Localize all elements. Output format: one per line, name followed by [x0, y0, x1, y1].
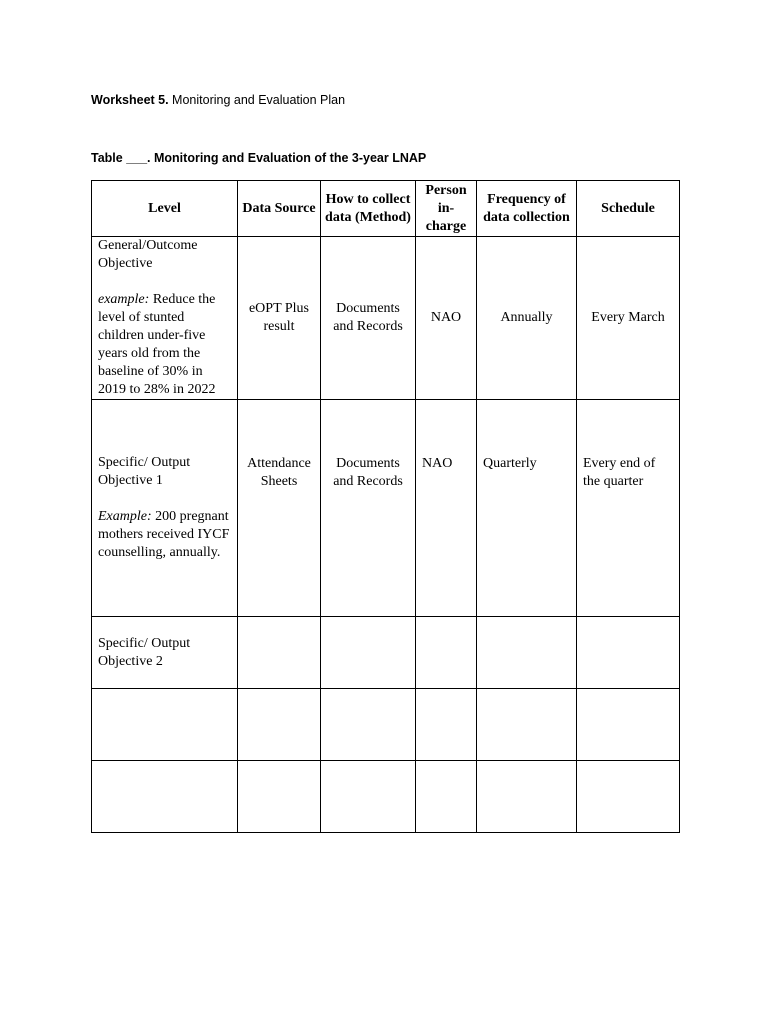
schedule-cell: Every end of the quarter: [577, 400, 680, 617]
header-frequency: Frequency of data collection: [477, 181, 577, 237]
empty-cell: [416, 689, 477, 761]
empty-cell: [238, 761, 321, 833]
empty-cell: [321, 689, 416, 761]
monitoring-evaluation-table: [91, 180, 680, 833]
empty-cell: [321, 617, 416, 689]
frequency-cell: Quarterly: [477, 400, 577, 617]
empty-cell: [477, 617, 577, 689]
example-label: example:: [98, 292, 150, 307]
table-header-row: [92, 181, 680, 237]
table-row: [92, 689, 680, 761]
person-cell: NAO: [416, 400, 477, 617]
schedule-cell: Every March: [577, 237, 680, 400]
empty-cell: [238, 617, 321, 689]
header-data-source: Data Source: [238, 181, 321, 237]
table-row: [92, 237, 680, 400]
table-row: [92, 617, 680, 689]
worksheet-title-text: Monitoring and Evaluation Plan: [168, 93, 346, 107]
level-example: [98, 291, 231, 399]
header-level: Level: [92, 181, 238, 237]
empty-cell: [477, 761, 577, 833]
example-text: Reduce the level of stunted children under-five years old from the baseline of 30% in 2019 to 28% in 2022: [98, 292, 216, 397]
table-row: [92, 761, 680, 833]
level-cell: [92, 400, 238, 617]
empty-cell: [477, 689, 577, 761]
empty-cell: [577, 617, 680, 689]
level-cell: [92, 237, 238, 400]
level-title: Specific/ Output Objective 1: [98, 455, 191, 488]
empty-cell: [416, 761, 477, 833]
empty-cell: [321, 761, 416, 833]
worksheet-title: [91, 93, 345, 107]
empty-cell: [577, 689, 680, 761]
empty-cell: [238, 689, 321, 761]
data-source-cell: eOPT Plus result: [238, 237, 321, 400]
empty-cell: [577, 761, 680, 833]
level-example: [98, 508, 231, 562]
level-title: Specific/ Output Objective 2: [98, 635, 191, 669]
worksheet-label: Worksheet 5.: [91, 93, 169, 107]
frequency-cell: Annually: [477, 237, 577, 400]
data-source-cell: Attendance Sheets: [238, 400, 321, 617]
empty-cell: [92, 689, 238, 761]
method-cell: Documents and Records: [321, 237, 416, 400]
table-caption: Table ___. Monitoring and Evaluation of the 3-year LNAP: [91, 151, 427, 165]
level-title: General/Outcome Objective: [98, 238, 198, 271]
header-person-in-charge: Person in-charge: [416, 181, 477, 237]
level-cell: [92, 617, 238, 689]
empty-cell: [92, 761, 238, 833]
person-cell: NAO: [416, 237, 477, 400]
header-method: How to collect data (Method): [321, 181, 416, 237]
header-schedule: Schedule: [577, 181, 680, 237]
example-text: 200 pregnant mothers received IYCF counselling, annually.: [98, 509, 230, 560]
method-cell: Documents and Records: [321, 400, 416, 617]
empty-cell: [416, 617, 477, 689]
table-row: [92, 400, 680, 617]
example-label: Example:: [98, 509, 152, 524]
